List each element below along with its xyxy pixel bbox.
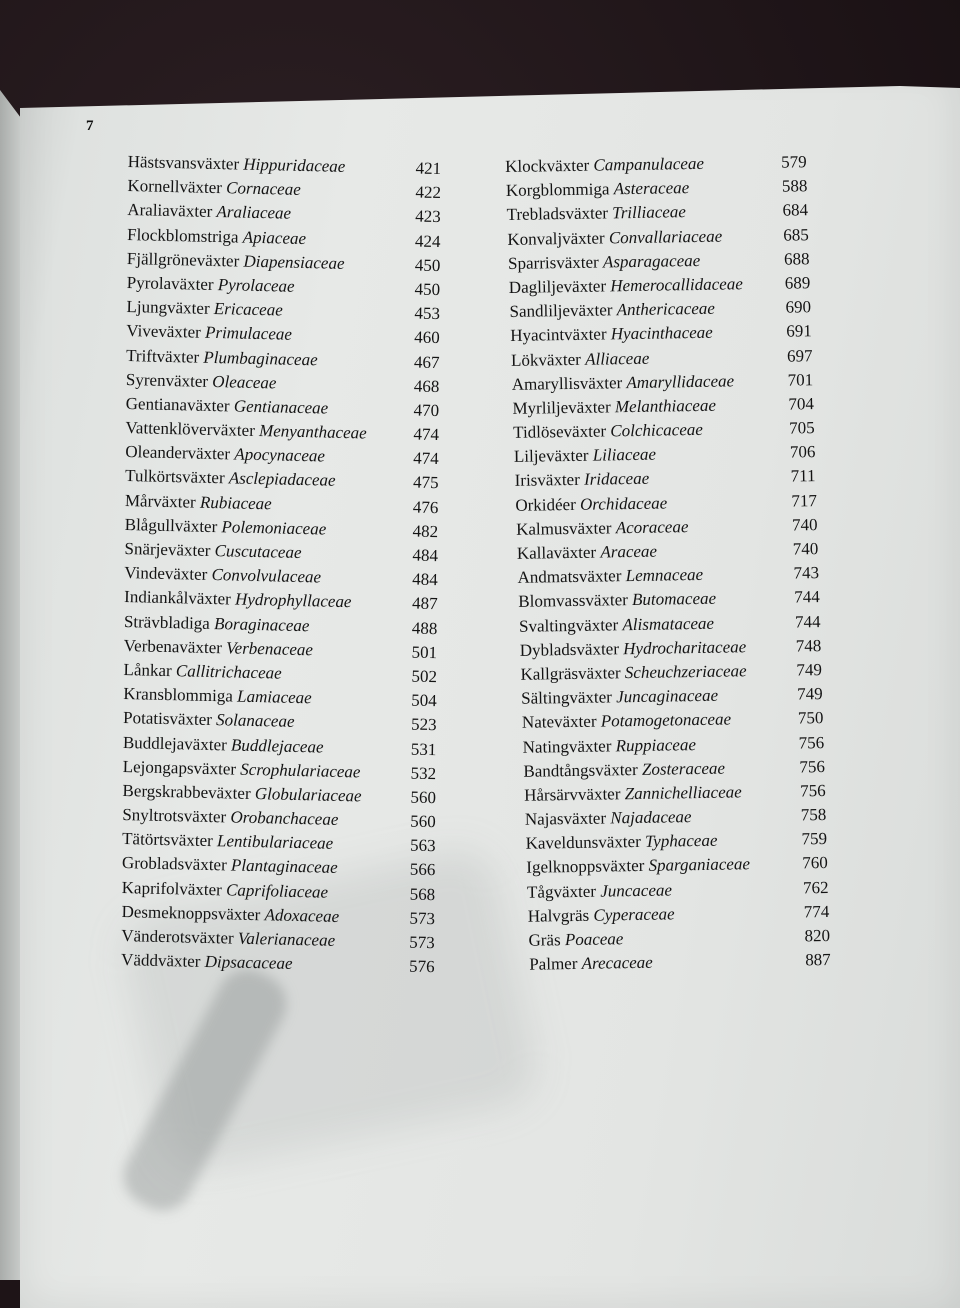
latin-name: Zannichelliaceae [624, 782, 742, 804]
page-reference: 560 [410, 811, 436, 832]
latin-name: Hippuridaceae [243, 154, 346, 176]
family-name [510, 321, 713, 348]
page-reference: 820 [804, 925, 831, 946]
family-name [509, 297, 715, 324]
page-reference: 476 [412, 497, 439, 517]
latin-name: Anthericaceae [616, 298, 716, 320]
latin-name: Hydrophyllaceae [234, 589, 352, 612]
common-name: Kaprifolväxter [121, 877, 223, 899]
family-name [516, 515, 689, 542]
latin-name: Ruppiaceae [615, 734, 697, 755]
page-reference: 711 [790, 466, 816, 486]
page-reference: 749 [796, 660, 823, 680]
page-reference: 573 [409, 908, 436, 928]
page-reference: 488 [411, 618, 438, 638]
page-reference: 474 [413, 424, 440, 445]
family-name [520, 635, 747, 663]
common-name: Mårväxter [124, 490, 196, 512]
common-name: Blomvassväxter [518, 590, 628, 612]
page-reference: 421 [415, 158, 442, 179]
latin-name: Primulaceae [204, 323, 293, 345]
page-reference: 576 [408, 956, 435, 977]
latin-name: Melanthiaceae [614, 395, 717, 417]
latin-name: Cornaceae [225, 178, 301, 200]
page-reference: 750 [797, 708, 824, 728]
latin-name: Alismataceae [622, 613, 715, 634]
common-name: Vänderotsväxter [121, 926, 234, 948]
page-reference: 759 [801, 829, 828, 849]
page-reference: 475 [412, 472, 439, 493]
page-reference: 422 [415, 182, 442, 203]
latin-name: Ericaceae [213, 299, 283, 320]
page-reference: 523 [410, 714, 437, 735]
common-name: Bergskrabbeväxter [122, 780, 251, 803]
page-reference: 756 [799, 780, 826, 801]
latin-name: Najadaceae [610, 807, 692, 828]
latin-name: Acoraceae [615, 516, 689, 538]
latin-name: Sparganiaceae [648, 854, 751, 876]
latin-name: Boraginaceae [213, 613, 310, 635]
latin-name: Lemnaceae [625, 565, 704, 586]
common-name: Gentianaväxter [125, 393, 230, 416]
common-name: Kornellväxter [127, 176, 223, 198]
page-reference: 690 [785, 297, 812, 317]
common-name: Palmer [529, 954, 578, 974]
common-name: Lejongapsväxter [122, 756, 237, 779]
common-name: Oleanderväxter [125, 442, 231, 464]
common-name: Orkidéer [515, 494, 576, 515]
common-name: Halvgräs [527, 905, 590, 926]
common-name: Dybladsväxter [519, 639, 620, 660]
page-reference: 740 [791, 514, 818, 535]
latin-name: Dipsacaceae [204, 952, 293, 974]
latin-name: Plantaginaceae [230, 855, 338, 878]
family-name [126, 295, 283, 323]
page-reference: 749 [797, 684, 823, 704]
common-name: Najasväxter [524, 808, 607, 829]
common-name: Dagliljeväxter [508, 276, 607, 297]
page-reference: 762 [802, 877, 829, 898]
latin-name: Hemerocallidaceae [610, 274, 743, 296]
common-name: Grobladsväxter [121, 853, 227, 875]
common-name: Klockväxter [505, 155, 590, 176]
family-name [523, 756, 725, 783]
page-reference: 450 [414, 255, 441, 275]
page-number: 7 [86, 118, 94, 134]
latin-name: Verbenaceae [225, 638, 314, 660]
page-reference: 484 [412, 545, 439, 566]
latin-name: Pyrolaceae [217, 275, 295, 296]
common-name: Hästsvansväxter [127, 151, 240, 174]
latin-name: Callitrichaceae [175, 661, 282, 683]
page-reference: 423 [415, 206, 441, 227]
family-name [506, 176, 690, 203]
family-name [515, 491, 667, 517]
page-reference: 689 [784, 273, 811, 293]
latin-name: Cuscutaceae [214, 541, 302, 563]
family-name [508, 249, 701, 276]
common-name: Syrenväxter [125, 369, 209, 391]
common-name: Irisväxter [514, 470, 580, 491]
family-name [512, 369, 735, 396]
latin-name: Zosteraceae [641, 758, 726, 779]
page-reference: 470 [413, 400, 440, 420]
latin-name: Colchicaceae [610, 419, 703, 441]
page-reference: 684 [782, 200, 809, 221]
page-reference: 484 [412, 569, 438, 590]
common-name: Sältingväxter [521, 687, 613, 708]
page-reference: 887 [805, 950, 831, 970]
latin-name: Buddlejaceae [230, 734, 324, 757]
common-name: Sparrisväxter [507, 252, 599, 273]
page-reference: 774 [803, 901, 830, 922]
common-name: Lånkar [123, 659, 172, 681]
common-name: Tätörtsväxter [121, 829, 214, 851]
common-name: Natingväxter [522, 735, 612, 757]
page-reference: 474 [413, 448, 439, 469]
common-name: Väddväxter [120, 950, 201, 972]
common-name: Andmatsväxter [517, 566, 622, 588]
page-reference: 748 [795, 635, 822, 656]
latin-name: Plumbaginaceae [203, 347, 318, 369]
common-name: Buddlejaväxter [122, 732, 228, 754]
family-name [520, 659, 746, 687]
common-name: Gräs [528, 930, 561, 950]
common-name: Trebladsväxter [506, 203, 609, 225]
latin-name: Butomaceae [631, 589, 717, 610]
page-reference: 760 [802, 853, 828, 873]
latin-name: Apocynaceae [234, 444, 326, 466]
page-reference: 532 [410, 763, 437, 783]
family-index-right-column [505, 149, 878, 977]
family-name [525, 805, 692, 832]
latin-name: Juncaginaceae [615, 685, 719, 707]
family-name [505, 152, 704, 179]
family-name [123, 706, 295, 734]
page-reference: 758 [800, 805, 827, 825]
page-reference: 560 [410, 787, 437, 808]
common-name: Hårsärvväxter [524, 784, 621, 805]
page-reference: 424 [414, 231, 441, 251]
common-name: Hyacintväxter [510, 324, 607, 346]
page-reference: 705 [789, 418, 815, 438]
page-reference: 487 [411, 593, 438, 614]
latin-name: Alliaceae [584, 348, 650, 369]
common-name: Strävbladiga [123, 611, 211, 633]
page-reference: 740 [792, 539, 819, 559]
page-reference: 502 [411, 666, 438, 687]
page-reference: 756 [798, 732, 825, 752]
family-name [512, 394, 716, 421]
latin-name: Globulariaceae [254, 783, 362, 806]
latin-name: Trilliaceae [612, 202, 687, 223]
common-name: Igelknoppsväxter [526, 856, 645, 878]
latin-name: Potamogetonaceae [600, 709, 732, 731]
common-name: Kallgräsväxter [520, 663, 621, 684]
page-reference: 744 [794, 611, 821, 632]
family-name [126, 319, 292, 347]
page-reference: 573 [409, 932, 435, 953]
latin-name: Asclepiadaceae [228, 468, 336, 491]
latin-name: Orobanchaceae [230, 807, 339, 830]
common-name: Nateväxter [521, 711, 597, 733]
common-name: Desmeknoppsväxter [121, 901, 261, 925]
latin-name: Solanaceae [215, 710, 295, 732]
family-name [517, 540, 658, 566]
common-name: Snärjeväxter [124, 539, 211, 560]
family-name [513, 418, 703, 445]
family-index-left-column [109, 150, 488, 980]
common-name: Indiankålväxter [123, 587, 232, 609]
family-name [127, 198, 291, 226]
common-name: Tågväxter [526, 881, 597, 902]
latin-name: Polemoniaceae [221, 517, 327, 539]
common-name: Lökväxter [510, 349, 582, 370]
latin-name: Convallariaceae [608, 226, 723, 247]
latin-name: Gentianaceae [233, 396, 329, 418]
family-name [525, 829, 717, 856]
common-name: Viveväxter [126, 321, 202, 343]
family-name [522, 708, 731, 735]
common-name: Vindeväxter [124, 563, 208, 585]
family-name [121, 948, 293, 976]
page-reference: 685 [783, 224, 809, 245]
family-name [523, 733, 697, 760]
page-reference: 756 [799, 756, 826, 777]
latin-name: Asteraceae [613, 178, 690, 199]
common-name: Ljungväxter [126, 297, 210, 319]
latin-name: Hydrocharitaceae [623, 637, 747, 658]
family-name [514, 467, 649, 493]
common-name: Myrliljeväxter [512, 397, 611, 418]
family-name [527, 878, 672, 904]
family-name [123, 658, 282, 686]
family-name [127, 174, 301, 202]
page-reference: 588 [781, 176, 808, 196]
common-name: Verbenaväxter [123, 635, 223, 658]
latin-name: Menyanthaceae [258, 421, 367, 443]
common-name: Araliaväxter [127, 200, 213, 222]
page-reference: 701 [787, 369, 814, 390]
common-name: Tidlöseväxter [513, 421, 607, 442]
common-name: Kaveldunsväxter [525, 832, 641, 854]
family-name [514, 443, 656, 469]
latin-name: Diapensiaceae [243, 251, 345, 273]
page-reference: 691 [786, 321, 812, 341]
page-reference: 450 [414, 279, 441, 300]
common-name: Fjällgröneväxter [126, 248, 240, 271]
latin-name: Scheuchzeriaceae [624, 661, 747, 683]
page-reference: 531 [410, 739, 437, 759]
common-name: Bandtångsväxter [523, 759, 638, 781]
page-reference: 704 [788, 394, 815, 414]
latin-name: Oleaceae [212, 371, 277, 393]
family-name [528, 927, 623, 952]
latin-name: Iridaceae [583, 469, 650, 490]
family-name [506, 201, 686, 228]
page-reference: 743 [793, 563, 820, 583]
latin-name: Apiaceae [242, 227, 307, 248]
page-reference: 563 [409, 835, 436, 856]
latin-name: Campanulaceae [593, 153, 705, 175]
family-name [519, 611, 714, 638]
family-name [521, 684, 718, 711]
common-name: Sandliljeväxter [509, 300, 613, 322]
latin-name: Araliaceae [216, 202, 292, 224]
common-name: Liljeväxter [513, 445, 589, 467]
latin-name: Lamiaceae [236, 686, 312, 708]
common-name: Kransblommiga [123, 684, 234, 706]
latin-name: Adoxaceae [264, 905, 340, 926]
latin-name: Lentibulariaceae [216, 831, 334, 854]
page-reference: 717 [791, 490, 818, 511]
family-name [507, 224, 722, 251]
latin-name: Cyperaceae [593, 904, 675, 925]
page-reference: 504 [411, 690, 437, 711]
latin-name: Araceae [600, 541, 658, 562]
latin-name: Convolvulaceae [211, 565, 322, 587]
page-reference: 706 [789, 442, 816, 462]
page-reference: 744 [794, 587, 820, 607]
common-name: Konvaljväxter [507, 228, 605, 249]
latin-name: Rubiaceae [199, 492, 272, 513]
page-reference: 566 [409, 860, 436, 880]
common-name: Korgblommiga [505, 179, 610, 201]
latin-name: Arecaceae [581, 952, 653, 974]
family-name [125, 489, 272, 516]
page-reference: 467 [413, 352, 440, 372]
common-name: Tulkörtsväxter [124, 466, 225, 488]
family-name [126, 368, 277, 395]
common-name: Blågullväxter [124, 514, 218, 536]
family-name [509, 272, 743, 300]
page-reference: 460 [414, 327, 440, 348]
page-reference: 501 [411, 642, 438, 662]
latin-name: Caprifoliaceae [225, 880, 329, 902]
latin-name: Amaryllidaceae [626, 371, 735, 392]
page-reference: 482 [412, 521, 439, 541]
latin-name: Typhaceae [644, 830, 718, 852]
common-name: Kalmusväxter [515, 518, 612, 539]
latin-name: Hyacinthaceae [610, 323, 713, 344]
family-name [126, 271, 294, 299]
latin-name: Scrophulariaceae [240, 759, 361, 782]
common-name: Potatisväxter [122, 708, 213, 730]
common-name: Flockblomstriga [126, 224, 239, 247]
page-reference: 468 [413, 376, 440, 396]
latin-name: Valerianaceae [237, 928, 336, 950]
common-name: Pyrolaväxter [126, 272, 214, 294]
latin-name: Orchidaceae [579, 493, 668, 514]
family-name [518, 587, 716, 614]
latin-name: Asparagaceae [602, 250, 701, 272]
family-name [529, 951, 653, 977]
common-name: Amaryllisväxter [511, 372, 623, 394]
common-name: Kallaväxter [516, 542, 597, 563]
page-reference: 579 [780, 152, 807, 172]
latin-name: Poaceae [564, 929, 624, 950]
family-name [517, 563, 703, 590]
latin-name: Juncaceae [600, 880, 673, 901]
family-name [528, 902, 675, 928]
common-name: Svaltingväxter [518, 614, 619, 636]
page-reference: 688 [783, 248, 810, 269]
family-name [511, 346, 650, 372]
family-name [526, 853, 750, 881]
family-name [524, 780, 742, 807]
common-name: Vattenklöverväxter [125, 418, 256, 441]
page-reference: 453 [414, 303, 441, 324]
page-reference: 568 [409, 884, 436, 904]
page-reference: 697 [786, 345, 813, 366]
latin-name: Liliaceae [592, 444, 657, 465]
common-name: Snyltrotsväxter [122, 805, 227, 827]
common-name: Triftväxter [125, 345, 200, 367]
